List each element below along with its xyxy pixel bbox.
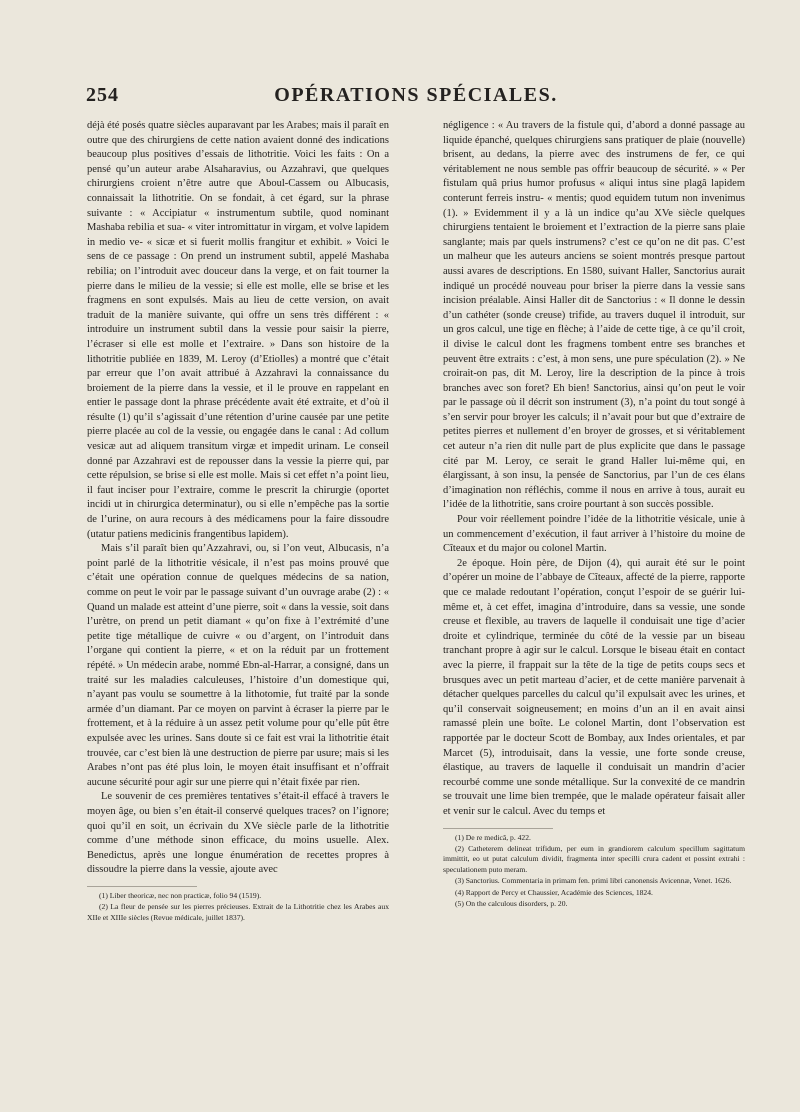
footnote-rule: [87, 886, 197, 887]
paragraph: Pour voir réellement poindre l’idée de la lithotritie vésicale, unie à un commencement d’exécution, il faut arriver à l’histoire du moine de Cîteaux et du major ou colonel Martin.: [443, 514, 745, 555]
footnote: (3) Sanctorius. Commentaria in primam fen. primi libri canonensis Avicennæ, Venet. 1626.: [455, 876, 732, 886]
footnotes: [87, 891, 389, 923]
footnote: (1) De re medicâ, p. 422.: [455, 832, 531, 842]
footnote: (2) Catheterem delineat trifidum, per eum in grandiorem calculum specillum sagittatum immittit, eo ut putat calculum dividit, fragmenta inter specilli crura cadent et possint extrahi : speculationem puto meram.: [443, 843, 745, 874]
paragraph: déjà été posés quatre siècles auparavant par les Arabes; mais il paraît en outre que des chirurgiens de cette nation avaient donné des indications beaucoup plus positives d’essais de lithotritie. Voici les faits : On a pensé qu’un auteur arabe Alsaharavius, ou Azzahravi, que quelques chirurgiens croient n’être autre que Aboul-Cassem ou Albucasis, connaissait la lithotritie. On se fondait, à cet égard, sur la phrase suivante : « Accipiatur « instrumentum subtile, quod nominant Mashaba rebilia et sua- « viter intromittatur in virgam, et volve lapidem in medio ve- « sicæ et si fuerit mollis frangitur et exhibit. » Voici le sens de ce passage : On prend un instrument subtil, appelé Mashaba rebilia; on l’introduit avec douceur dans la verge, et on fait tourner la pierre dans le milieu de la vessie; si elle est molle, elle se brise et les fragmens en sont expulsés. Mais au lieu de cette version, on avait traduit de la manière suivante, qui offre un sens très différent : « introduire un instrument subtil dans la vessie pour saisir la pierre, l’écraser si elle est molle et l’extraire. » Dans son histoire de la lithotritie publiée en 1839, M. Leroy (d’Etiolles) a montré que c’était par erreur que l’on avait attribué à Azzahravi la connaissance du broiement de la pierre dans la vessie, et il le prouve en rappelant en entier le passage dont la phrase précédente avait été extraite, et d’où il résulte (1) qu’il s’agissait d’une rétention d’urine causée par une petite pierre placée au col de la vessie, ou engagée dans le canal : Ad collum vesicæ aut ad aliquem transitum virgæ et impedit urinam. Le conseil donné par Azzahravi est de repousser dans la vessie la pierre qui, par cette répulsion, se brise si elle est molle. Mais si cet effet n’a point lieu, il faut inciser pour l’extraire, comme le prescrit la chirurgie (oportet incidi ut in chirurgica determinatur), ou si elle n’empêche pas la sortie de l’urine, on aura recours à des médicamens pour la faire dissoudre (utatur patiens medicinis frangentibus lapidem).: [87, 120, 389, 540]
footnote-rule: [443, 828, 553, 829]
footnote: (1) Liber theoricæ, nec non practicæ, folio 94 (1519).: [99, 890, 262, 900]
footnotes: [443, 833, 745, 910]
paragraph: Mais s’il paraît bien qu’Azzahravi, ou, si l’on veut, Albucasis, n’a point parlé de la lithotritie vésicale, il n’est pas moins prouvé que c’était une opération connue de quelques médecins de sa nation, comme on peut le voir par le passage suivant d’un ouvrage arabe (2) : « Quand un malade est atteint d’une pierre, soit « dans la vessie, soit dans l’urètre, on prend un petit diamant « qu’on fixe à l’extrémité d’une petite tige métallique de cuivre « ou d’argent, on l’introduit dans l’organe qui contient la pierre, « et on la réduit par un frottement répété. » Un médecin arabe, nommé Ebn-al-Harrar, a consigné, dans un traité sur les maladies calculeuses, l’histoire d’un domestique qui, n’ayant pas voulu se soumettre à la lithotomie, fut traité par la sonde armée d’un diamant. Par ce moyen on parvint à écraser la pierre par le frottement, et à la réduire à un assez petit volume pour qu’elle pût être expulsée avec les urines. Sans doute si ce fait est vrai la lithotritie était trouvée, car c’est bien là une destruction de pierre par usure; mais si les Arabes n’ont pas été plus loin, le moyen était insuffisant et n’offrait aucune sécurité pour agir sur une pierre qui n’était fixée par rien.: [87, 543, 389, 788]
footnote: (4) Rapport de Percy et Chaussier, Académie des Sciences, 1824.: [455, 887, 653, 897]
left-column: [87, 119, 389, 924]
paragraph: 2e époque. Hoin père, de Dijon (4), qui aurait été sur le point d’opérer un moine de l’abbaye de Cîteaux, affecté de la pierre, rapporte que ce malade redoutant l’opération, conçut l’espoir de se guérir lui-même et, à cet effet, imagina d’introduire, dans sa vessie, une sonde creuse et flexible, au travers de laquelle il conduisait une tige d’acier droite et cylindrique, terminée du côté de la vessie par un biseau tranchant propre à agir sur le calcul. Lorsque le biseau était en contact avec la pierre, il frappait sur la tête de la tige de petits coups secs et brusques avec un petit marteau d’acier, et de cette manière parvenait à détacher quelques parcelles du calcul qu’il expulsait avec les urines, et qu’il conservait soigneusement; en moins d’un an il en avait ainsi ramassé plein une boîte. Le colonel Martin, dont l’observation est rapportée par le docteur Scott de Bombay, aux Indes orientales, et par Marcet (5), introduisait, dans la vessie, une forte sonde creuse, élastique, au travers de laquelle il conduisait un mandrin d’acier recourbé comme une sonde métallique. Sur la convexité de ce mandrin se trouvait une lime bien trempée, que le malade opérateur faisait aller et venir sur le calcul. Avec du temps et: [443, 557, 745, 817]
footnote: (5) On the calculous disorders, p. 20.: [455, 898, 568, 908]
footnote: (2) La fleur de pensée sur les pierres précieuses. Extrait de la Lithotritie chez les Arabes aux XIIe et XIIIe siècles (Revue médicale, juillet 1837).: [87, 902, 389, 922]
running-title: OPÉRATIONS SPÉCIALES.: [274, 84, 558, 106]
paragraph: négligence : « Au travers de la fistule qui, d’abord a donné passage au liquide épanché, quelques chirurgiens sans pratiquer de plaie (nouvelle) brisent, au dedans, la pierre avec des instrumens de fer, ce qui véritablement ne nous semble pas offrir beaucoup de sécurité. » « Per fistulam quâ prius humor profusus « aliqui intus sine plagâ lapidem conterunt ferreis instru- « mentis; quod equidem tutum non invenimus (1). » Evidemment il y a là un indice qu’au XVe siècle quelques chirurgiens tentaient le broiement et l’extraction de la pierre sans plaie sanglante; mais par quels instrumens? c’est ce qu’on ne dit pas. C’est un malheur que les auteurs anciens se soient montrés presque partout aussi avares de descriptions. En 1580, suivant Haller, Sanctorius aurait indiqué un procédé nouveau pour briser la pierre dans la vessie sans incision préalable. Ainsi Haller dit de Sanctorius : « Il donne le dessin d’un cathéter (sonde creuse) trifide, au travers duquel il introduit, sur un gros calcul, une tige en flèche; à l’aide de cette tige, à ce qu’il croit, il divise le calcul dont les fragmens tombent entre ses branches et peuvent être extraits : c’est, à mon sens, une pure spéculation (2). » Ne croirait-on pas, dit M. Leroy, lire la description de la pince à trois branches avec son foret? Eh bien! Sanctorius, ainsi qu’on peut le voir par le passage où il décrit son instrument (3), n’a point du tout songé à s’en servir pour broyer les calculs; il n’avait pour but que d’extraire de petites pierres et nullement d’en broyer de grosses, et si véritablement cet auteur n’a rien dit nulle part de plus explicite que dans le passage cité par M. Leroy, ce serait le grand Haller lui-même qui, en élargissant, à son insu, la pensée de Sanctorius, par l’un de ces élans d’imagination non réfléchis, comme il nous en arrive à tous, aurait eu l’idée de la lithotritie, sans croire pourtant à son succès possible.: [443, 120, 745, 511]
page-number: 254: [86, 84, 119, 106]
paragraph: Le souvenir de ces premières tentatives s’était-il effacé à travers le moyen âge, ou bien s’en était-il conservé quelques traces? on l’ignore; quoi qu’il en soit, un écrivain du XVe siècle parle de la lithotritie comme d’une méthode sinon efficace, du moins usuelle. Alex. Benedictus, après une longue énumération de recettes propres à dissoudre la pierre dans la vessie, ajoute avec: [87, 791, 389, 876]
right-column: [443, 119, 745, 910]
page-header: [86, 84, 746, 112]
